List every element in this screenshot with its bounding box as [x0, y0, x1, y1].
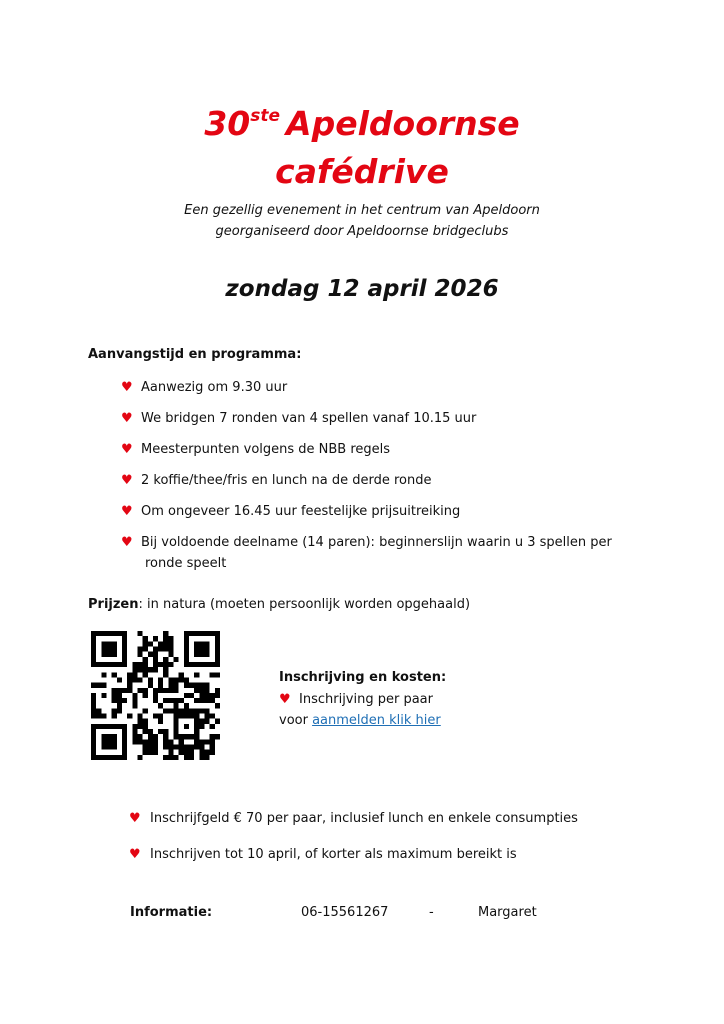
event-title-line1 [0, 96, 724, 144]
heart-icon: ♥ [279, 692, 291, 707]
program-item-continued: ronde speelt [145, 556, 227, 571]
prizes-label: Prijzen [88, 597, 139, 612]
heart-icon: ♥ [121, 442, 133, 457]
program-item: Om ongeveer 16.45 uur feestelijke prijsuitreiking [141, 504, 461, 519]
info-dash: - [429, 905, 434, 920]
registration-item: Inschrijving per paar [299, 692, 433, 707]
info-label: Informatie: [130, 905, 213, 920]
heart-icon: ♥ [129, 811, 141, 826]
prizes-line [88, 595, 470, 615]
program-item: We bridgen 7 ronden van 4 spellen vanaf 10.15 uur [141, 411, 477, 426]
heart-icon: ♥ [121, 473, 133, 488]
event-date: zondag 12 april 2026 [225, 276, 499, 302]
signup-link[interactable]: aanmelden klik hier [312, 713, 441, 728]
heart-icon: ♥ [121, 380, 133, 395]
registration-link-prefix: voor [279, 713, 313, 728]
info-phone: 06-15561267 [301, 905, 389, 920]
cost-item: Inschrijven tot 10 april, of korter als maximum bereikt is [150, 847, 517, 862]
registration-link-line [279, 711, 441, 731]
program-item: 2 koffie/thee/fris en lunch na de derde ronde [141, 473, 432, 488]
program-heading: Aanvangstijd en programma: [88, 347, 302, 362]
prizes-text: : in natura (moeten persoonlijk worden opgehaald) [138, 597, 471, 612]
subtitle-line2: georganiseerd door Apeldoornse bridgeclubs [215, 224, 509, 239]
info-name: Margaret [478, 905, 537, 920]
heart-icon: ♥ [121, 411, 133, 426]
qr-code-icon[interactable] [91, 631, 220, 760]
event-title-line2: cafédrive [275, 152, 449, 191]
program-item: Bij voldoende deelname (14 paren): beginnerslijn waarin u 3 spellen per [141, 535, 612, 550]
title-ordinal-suffix: ste [250, 106, 281, 126]
heart-icon: ♥ [121, 504, 133, 519]
heart-icon: ♥ [121, 535, 133, 550]
subtitle-line1: Een gezellig evenement in het centrum van Apeldoorn [184, 203, 540, 218]
registration-heading: Inschrijving en kosten: [279, 670, 447, 685]
title-number: 30 [204, 104, 251, 143]
title-text: Apeldoornse [286, 104, 520, 143]
cost-item: Inschrijfgeld € 70 per paar, inclusief lunch en enkele consumpties [150, 811, 578, 826]
program-item: Aanwezig om 9.30 uur [141, 380, 288, 395]
program-item: Meesterpunten volgens de NBB regels [141, 442, 391, 457]
heart-icon: ♥ [129, 847, 141, 862]
